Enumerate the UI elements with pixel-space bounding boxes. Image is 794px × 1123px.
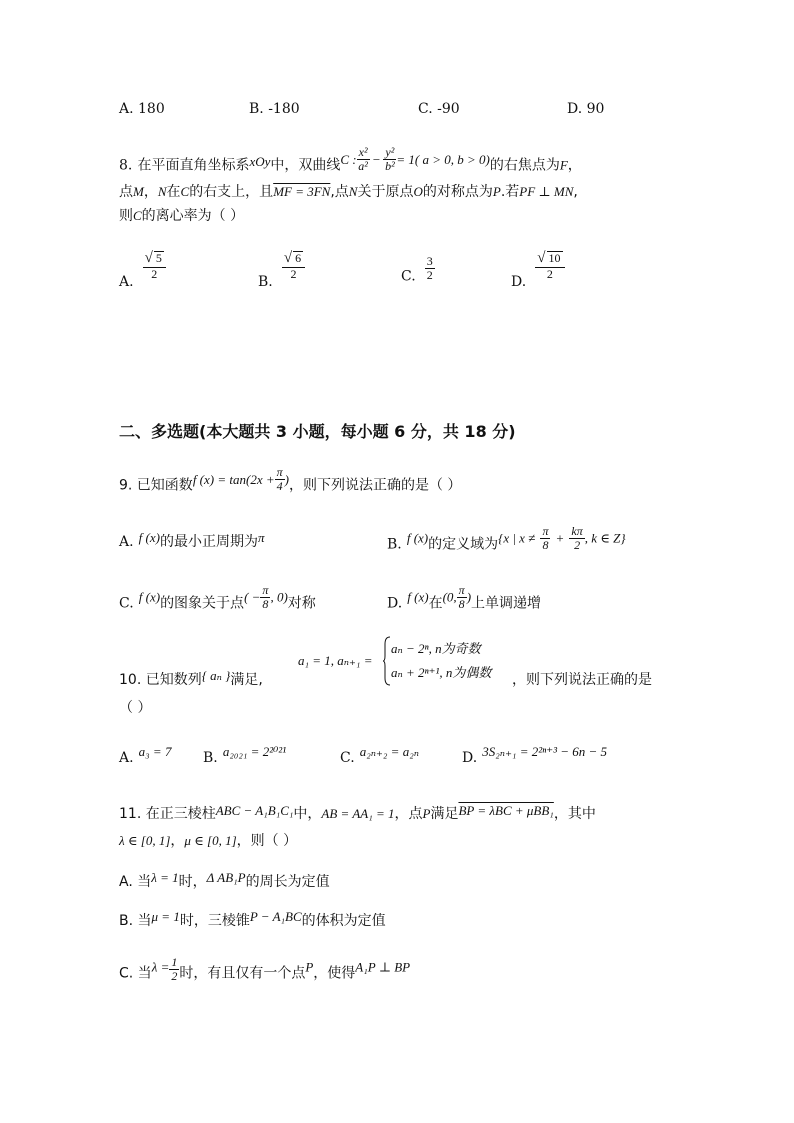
option-label: B. 当: [119, 913, 152, 929]
interval-notation: (0,: [442, 589, 457, 605]
denominator: 2: [151, 266, 158, 281]
function-f: f (x): [138, 530, 160, 545]
recurrence-lhs: a₁ = 1, aₙ₊₁ =: [298, 653, 373, 668]
q8-focus: F: [559, 157, 568, 173]
option-label: A. 当: [119, 874, 152, 890]
option-label: D.: [511, 274, 527, 291]
punctuation: ，: [567, 157, 582, 174]
point-notation: , 0): [270, 589, 288, 605]
point-n: N: [157, 184, 167, 199]
plus-sign: +: [555, 530, 565, 546]
triangle-notation: Δ AB₁P: [206, 870, 246, 885]
q8-text: 点: [119, 184, 133, 200]
fraction: [569, 525, 584, 551]
option-text: 的体积为定值: [301, 913, 386, 929]
q10-option-c: [340, 741, 419, 766]
case-odd: aₙ − 2ⁿ, n为奇数: [391, 641, 481, 656]
denominator: 2: [426, 267, 433, 282]
option-text: ，使得: [313, 965, 356, 982]
denominator: a²: [358, 158, 368, 173]
q10-text: ，则下列说法正确的是: [512, 672, 652, 688]
q8-coord-system: xOy: [249, 153, 271, 169]
q8-curve-lhs: C :: [340, 151, 357, 167]
set-notation: {x | x ≠: [498, 530, 536, 546]
q9-option-d: [387, 584, 541, 613]
pi-symbol: π: [257, 530, 265, 545]
option-text: 的周长为定值: [245, 874, 330, 890]
fraction: [425, 255, 435, 281]
option-label: A.: [119, 274, 134, 291]
q11-option-a: [119, 871, 330, 891]
numerator: x²: [358, 145, 368, 159]
perpendicular-condition: PF ⊥ MN: [519, 184, 574, 199]
fraction: [275, 466, 285, 492]
numerator: kπ: [571, 524, 583, 538]
q8-frac-y: [383, 146, 396, 172]
q8-number: 8.: [119, 157, 133, 174]
option-text: 时，有且仅有一个点: [179, 965, 306, 982]
numerator: 3: [426, 254, 433, 268]
q8-frac-x: [357, 146, 370, 172]
function-definition: f (x) = tan(2x +: [192, 471, 275, 487]
origin-o: O: [413, 184, 423, 199]
option-expression: a₂₀₂₁ = 2²⁰²¹: [222, 744, 287, 759]
numerator: π: [262, 583, 269, 597]
option-text: 的最小正周期为: [159, 534, 258, 550]
q9-text: ，则下列说法正确的是（ ）: [288, 477, 462, 494]
case-even: aₙ + 2ⁿ⁺¹, n为偶数: [391, 665, 492, 680]
mu-range: μ ∈ [0, 1]: [184, 833, 237, 848]
point-n: N: [348, 184, 358, 199]
fraction: [260, 584, 270, 610]
option-label: D.: [462, 750, 478, 766]
vector-equation: BP = λBC + μBB₁: [458, 803, 554, 818]
q9-option-b: [387, 525, 626, 554]
function-f: f (x): [138, 589, 161, 605]
section-heading: 二、多选题(本大题共 3 小题，每小题 6 分，共 18 分): [119, 422, 516, 441]
numerator: π: [276, 465, 283, 479]
numerator: 1: [171, 955, 178, 969]
radicand: 6: [295, 251, 302, 265]
q7-option-a: A. 180: [119, 101, 165, 117]
q8-text: 的离心率为（ ）: [141, 208, 245, 224]
q8-text: 的右焦点为: [489, 157, 560, 174]
sqrt-fraction: $\frac{√ 5}{2}$: [143, 251, 166, 280]
prism-notation: ABC − A₁B₁C₁: [215, 803, 294, 818]
option-text: 时，三棱锥: [179, 913, 250, 929]
interval-notation: ): [466, 589, 472, 605]
q11-stem-line-1: [119, 803, 596, 823]
option-label: D.: [387, 595, 403, 612]
set-notation: , k ∈ Z}: [584, 530, 626, 546]
option-label: C.: [340, 750, 355, 766]
option-label: A.: [119, 534, 134, 550]
point-p: P: [305, 959, 314, 975]
punctuation: ,: [573, 184, 578, 200]
numerator: π: [542, 524, 549, 538]
denominator: b²: [385, 158, 395, 173]
paren: ): [284, 471, 289, 487]
q8-line-2: [119, 181, 578, 201]
q9-option-c: [119, 584, 316, 613]
q8-text: 的右支上，且: [189, 184, 274, 200]
option-expression: a₂ₙ₊₂ = a₂ₙ: [359, 744, 419, 759]
option-text: 的定义域为: [428, 536, 499, 553]
denominator: 8: [458, 596, 465, 611]
lambda-range: λ ∈ [0, 1]: [119, 833, 171, 848]
q8-line-3: [119, 205, 244, 225]
option-expression: 3S₂ₙ₊₁ = 2²ⁿ⁺³ − 6n − 5: [482, 744, 608, 759]
denominator: 8: [262, 596, 269, 611]
denominator: 2: [171, 968, 178, 983]
option-label: C.: [119, 595, 134, 612]
option-expression: a₃ = 7: [138, 744, 172, 759]
option-text: 时，: [178, 874, 207, 890]
sqrt-fraction: $\frac{√ 6}{2}$: [282, 251, 305, 280]
q8-option-a: [119, 251, 166, 290]
radicand: 5: [155, 251, 162, 265]
q11-option-c: [119, 956, 410, 983]
q8-text: .若: [500, 184, 520, 200]
option-label: B.: [203, 750, 218, 766]
q8-text: 关于原点: [357, 184, 414, 200]
q11-text: 中，: [293, 806, 322, 822]
q8-text: ,点: [330, 184, 349, 200]
q8-text: 则: [119, 208, 133, 224]
option-text: 在: [428, 595, 443, 612]
option-label: B.: [258, 274, 273, 291]
vector-equation: MF = 3FN: [273, 184, 331, 199]
perpendicular-condition: A₁P ⊥ BP: [355, 959, 411, 975]
numerator: π: [458, 583, 465, 597]
point-notation: ( −: [244, 589, 261, 605]
q8-curve-rhs: = 1( a > 0, b > 0): [396, 151, 490, 167]
condition: λ =: [151, 959, 170, 975]
q11-text: ，则（ ）: [236, 833, 298, 849]
q7-option-d: D. 90: [567, 101, 605, 117]
pyramid-notation: P − A₁BC: [249, 909, 302, 924]
q8-option-d: [511, 251, 565, 290]
q11-text: ，其中: [553, 806, 596, 822]
punctuation: ，: [143, 184, 158, 200]
answer-paren: （ ）: [119, 700, 152, 716]
piecewise-brace: [383, 636, 391, 686]
q10-option-b: [203, 741, 286, 766]
q7-option-b: B. -180: [249, 101, 300, 117]
denominator: 2: [290, 266, 297, 281]
q9-stem: [119, 465, 462, 498]
q8-text: 中，双曲线: [270, 157, 341, 174]
point-p: P: [492, 184, 501, 199]
sequence-notation: { aₙ }: [201, 668, 231, 683]
numerator: y²: [385, 145, 395, 159]
q8-line-1: 8. 在平面直角坐标系$^{xOy}$中，双曲线$^{C :}$ $\frac{\text{x²}}{\text{a²}}$ − $\frac{\text{y²}}{\text{b²}}$ $^{= 1( a > 0, b > 0)}$的右焦点为F，: [119, 145, 582, 174]
q10-option-d: [462, 741, 607, 766]
fraction: [169, 956, 179, 982]
denominator: 4: [276, 478, 283, 493]
option-text: 上单调递增: [471, 595, 542, 612]
curve-c: C: [133, 208, 142, 223]
fraction: [457, 584, 467, 610]
q11-stem-line-2: [119, 830, 297, 850]
q8-text: 在平面直角坐标系: [137, 157, 250, 174]
q10-option-a: [119, 741, 171, 766]
denominator: 2: [546, 266, 553, 281]
q11-text: 11. 在正三棱柱: [119, 806, 216, 822]
q10-text: 满足,: [230, 672, 263, 688]
q8-text: 在: [166, 184, 181, 200]
condition: μ = 1: [151, 909, 180, 924]
fraction: [540, 525, 550, 551]
option-label: A.: [119, 750, 134, 766]
option-label: B.: [387, 536, 402, 553]
q11-option-b: [119, 910, 386, 930]
q10-stem: [119, 669, 263, 689]
edge-equation: AB = AA₁ = 1: [321, 806, 395, 821]
denominator: 8: [542, 537, 549, 552]
punctuation: ，: [170, 833, 185, 849]
condition: λ = 1: [151, 870, 179, 885]
function-f: f (x): [407, 589, 429, 605]
q7-option-c: C. -90: [418, 101, 460, 117]
q8-option-b: [258, 251, 305, 290]
q9-option-a: [119, 531, 264, 551]
option-label: C. 当: [119, 965, 152, 982]
radicand: 10: [548, 251, 561, 265]
function-f: f (x): [406, 530, 429, 546]
q11-text: ，点: [394, 806, 423, 822]
curve-c: C: [180, 184, 190, 199]
q8-option-c: [401, 255, 435, 285]
sqrt-fraction: $\frac{√ 10}{2}$: [535, 251, 564, 280]
option-text: 的图象关于点: [160, 595, 245, 612]
option-text: 对称: [287, 595, 316, 612]
q9-text: 9. 已知函数: [119, 477, 193, 494]
q10-text: 10. 已知数列: [119, 672, 202, 688]
option-label: C.: [401, 268, 416, 285]
point-p: P: [422, 806, 431, 821]
q11-text: 满足: [430, 806, 459, 822]
denominator: 2: [574, 537, 581, 552]
q8-text: 的对称点为: [422, 184, 493, 200]
point-m: M: [133, 184, 144, 199]
